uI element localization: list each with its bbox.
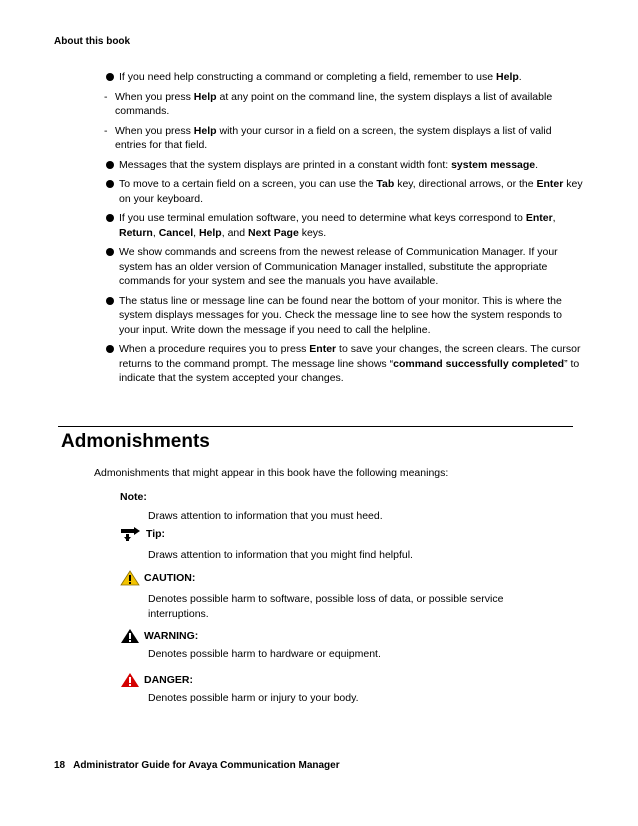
list-item <box>104 70 584 85</box>
list-item <box>104 211 584 240</box>
running-header: About this book <box>54 36 131 47</box>
bullet-icon <box>106 345 114 353</box>
caution-text: Denotes possible harm to software, possible loss of data, or possible service interruptions. <box>148 593 504 620</box>
note-label: Note: <box>120 491 147 503</box>
item-text: We show commands and screens from the newest release of Communication Manager. If your system has an older version of Communication Manager installed, substitute the appropriate commands for your system and see the manuals you have available. <box>119 246 558 287</box>
bullet-icon <box>106 73 114 81</box>
list-item <box>104 245 584 289</box>
warning-triangle-icon <box>120 628 140 644</box>
dash-icon: - <box>104 90 108 103</box>
caution-label-row <box>120 570 560 586</box>
item-text: When you press Help at any point on the command line, the system displays a list of available commands. <box>115 90 553 117</box>
bullet-icon <box>106 297 114 305</box>
sub-list-item <box>104 90 584 119</box>
tip-text: Draws attention to information that you might find helpful. <box>148 549 413 561</box>
bullet-icon <box>106 248 114 256</box>
section-title: Admonishments <box>61 431 210 452</box>
item-text: If you need help constructing a command or completing a field, remember to use Help. <box>119 71 522 83</box>
item-text: When you press Help with your cursor in a field on a screen, the system displays a list of valid entries for that field. <box>115 124 552 151</box>
page-footer <box>54 760 340 771</box>
warning-label: WARNING: <box>144 629 199 642</box>
tip-label: Tip: <box>146 527 166 540</box>
danger-text: Denotes possible harm or injury to your body. <box>148 692 359 704</box>
danger-label: DANGER: <box>144 673 193 686</box>
sub-list-item <box>104 124 584 153</box>
bullet-icon <box>106 161 114 169</box>
warning-label-row <box>120 628 560 644</box>
page-number: 18 <box>54 760 66 771</box>
item-text: If you use terminal emulation software, you need to determine what keys correspond to Enter, Return, Cancel, Help, and Next Page keys. <box>119 212 556 239</box>
tip-label-row <box>120 526 560 542</box>
list-item <box>104 158 584 173</box>
tip-pencil-icon <box>120 526 142 542</box>
tip-admonishment <box>120 526 560 563</box>
caution-triangle-icon <box>120 570 140 586</box>
dash-icon: - <box>104 124 108 137</box>
list-item <box>104 294 584 338</box>
item-text: To move to a certain field on a screen, you can use the Tab key, directional arrows, or the Enter key on your keyboard. <box>119 178 583 205</box>
caution-admonishment <box>120 570 560 621</box>
caution-label: CAUTION: <box>144 571 196 584</box>
conventions-list <box>104 70 584 391</box>
danger-admonishment <box>120 672 560 706</box>
note-admonishment <box>120 490 560 523</box>
list-item <box>104 342 584 386</box>
bullet-icon <box>106 214 114 222</box>
item-text: Messages that the system displays are printed in a constant width font: system message. <box>119 158 539 171</box>
warning-admonishment <box>120 628 560 662</box>
item-text: When a procedure requires you to press Enter to save your changes, the screen clears. The cursor returns to the command prompt. The message line shows “command successfully completed” to indicate that the system accepted your changes. <box>119 343 581 384</box>
danger-label-row <box>120 672 560 688</box>
section-divider <box>58 426 573 427</box>
list-item <box>104 177 584 206</box>
book-title: Administrator Guide for Avaya Communication Manager <box>73 760 340 771</box>
bullet-icon <box>106 180 114 188</box>
warning-text: Denotes possible harm to hardware or equipment. <box>148 648 381 660</box>
danger-triangle-icon <box>120 672 140 688</box>
section-intro: Admonishments that might appear in this book have the following meanings: <box>94 467 449 479</box>
note-text: Draws attention to information that you must heed. <box>148 509 383 522</box>
item-text: The status line or message line can be found near the bottom of your monitor. This is where the system displays messages for you. Check the message line to see how the system responds to your input. Write down the message if you need to call the helpline. <box>119 294 562 336</box>
